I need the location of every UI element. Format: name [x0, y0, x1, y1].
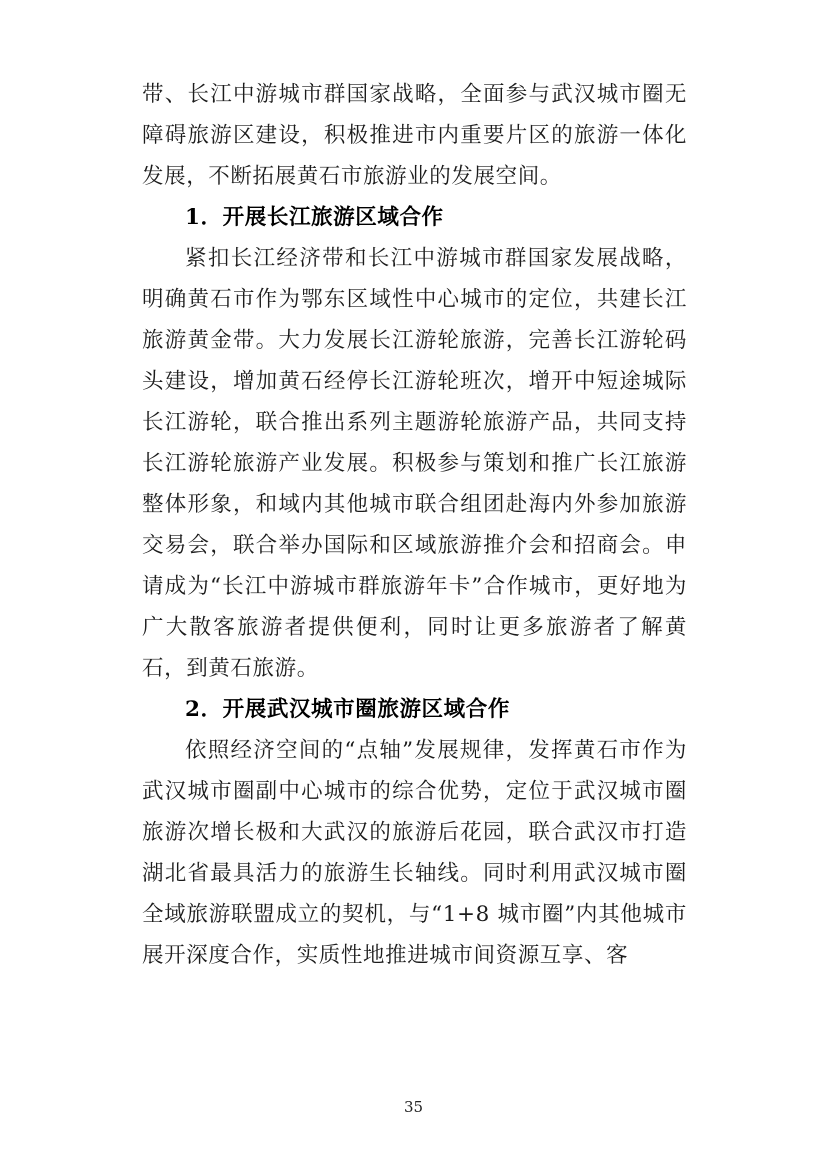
- section-heading-1: 1．开展长江旅游区域合作: [185, 205, 444, 230]
- page-content: [142, 74, 687, 976]
- body-paragraph: 依照经济空间的“点轴”发展规律，发挥黄石市作为武汉城市圈副中心城市的综合优势，定位于武汉城市圈旅游次增长极和大武汉的旅游后花园，联合武汉市打造湖北省最具活力的旅游生长轴线。同时利用武汉城市圈全域旅游联盟成立的契机，与“1+8 城市圈”内其他城市展开深度合作，实质性地推进城市间资源互享、客: [142, 738, 687, 968]
- body-paragraph: 带、长江中游城市群国家战略，全面参与武汉城市圈无障碍旅游区建设，积极推进市内重要片区的旅游一体化发展，不断拓展黄石市旅游业的发展空间。: [142, 82, 687, 189]
- section-heading-2: 2．开展武汉城市圈旅游区域合作: [185, 697, 510, 722]
- page-number: 35: [403, 1098, 424, 1116]
- body-paragraph: 紧扣长江经济带和长江中游城市群国家发展战略，明确黄石市作为鄂东区域性中心城市的定位，共建长江旅游黄金带。大力发展长江游轮旅游，完善长江游轮码头建设，增加黄石经停长江游轮班次，增开中短途城际长江游轮，联合推出系列主题游轮旅游产品，共同支持长江游轮旅游产业发展。积极参与策划和推广长江旅游整体形象，和域内其他城市联合组团赴海内外参加旅游交易会，联合举办国际和区域旅游推介会和招商会。申请成为“长江中游城市群旅游年卡”合作城市，更好地为广大散客旅游者提供便利，同时让更多旅游者了解黄石，到黄石旅游。: [142, 246, 687, 681]
